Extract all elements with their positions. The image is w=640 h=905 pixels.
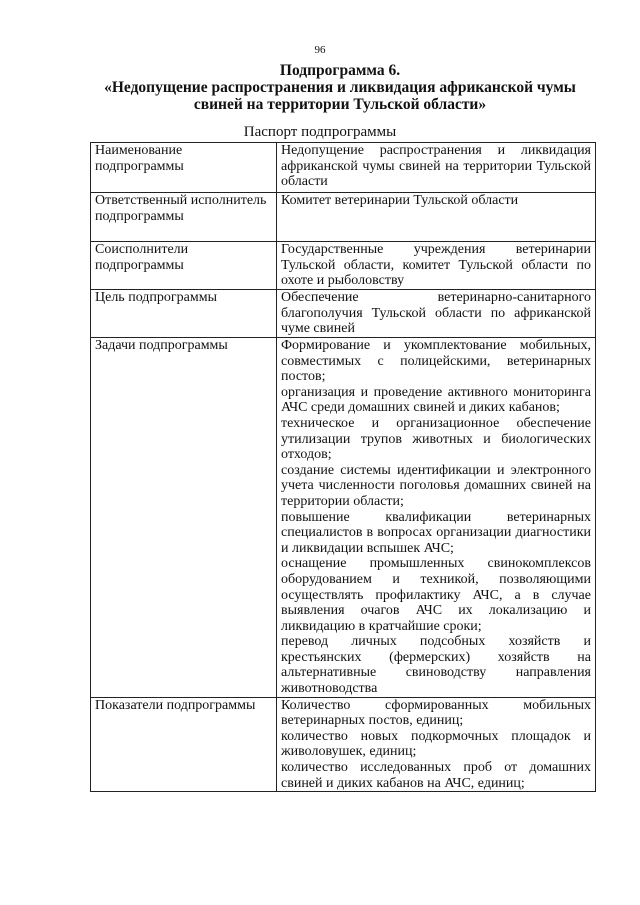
list-item: количество новых подкормочных площадок и живоловушек, единиц;	[281, 728, 591, 760]
row-label: Ответственный исполнитель подпрограммы	[91, 193, 277, 242]
list-item: Формирование и укомплектование мобильных, совместимых с полицейскими, ветеринарных постов;	[281, 338, 591, 385]
passport-caption: Паспорт подпрограммы	[243, 124, 397, 140]
list-item: создание системы идентификации и электронного учета численности поголовья домашних свиней на территории области;	[281, 462, 591, 509]
tasks-list	[277, 338, 596, 698]
row-label: Цель подпрограммы	[91, 290, 277, 338]
row-label: Соисполнители подпрограммы	[91, 242, 277, 290]
table-row	[91, 143, 596, 193]
table-row	[91, 290, 596, 338]
row-label: Задачи подпрограммы	[91, 338, 277, 698]
list-item: повышение квалификации ветеринарных специалистов в вопросах организации диагностики и ликвидации вспышек АЧС;	[281, 509, 591, 556]
heading-line-1: Подпрограмма 6.	[279, 62, 401, 79]
table-row	[91, 338, 596, 698]
list-item: количество исследованных проб от домашних свиней и диких кабанов на АЧС, единиц;	[281, 760, 591, 791]
list-item: организация и проведение активного мониторинга АЧС среди домашних свиней и диких кабанов;	[281, 384, 591, 416]
table-row	[91, 697, 596, 792]
list-item: техническое и организационное обеспечение утилизации трупов животных и биологических отходов;	[281, 415, 591, 463]
heading-line-3: свиней на территории Тульской области»	[193, 96, 487, 113]
row-value: Государственные учреждения ветеринарии Тульской области, комитет Тульской области по охоте и рыболовству	[277, 242, 596, 290]
passport-table	[90, 142, 596, 792]
page-number: 96	[314, 44, 326, 56]
row-value: Обеспечение ветеринарно-санитарного благополучия Тульской области по африканской чуме свиней	[277, 290, 596, 338]
row-label: Наименование подпрограммы	[91, 143, 277, 193]
subprogram-heading	[80, 62, 600, 113]
table-row	[91, 193, 596, 242]
list-item: Количество сформированных мобильных ветеринарных постов, единиц;	[281, 697, 591, 729]
table-row	[91, 242, 596, 290]
indicators-list	[277, 697, 596, 792]
list-item: перевод личных подсобных хозяйств и крестьянских (фермерских) хозяйств на альтернативные свиноводству направления животноводства	[281, 634, 591, 697]
row-value: Комитет ветеринарии Тульской области	[277, 193, 596, 242]
row-value: Недопущение распространения и ликвидация африканской чумы свиней на территории Тульской области	[277, 143, 596, 193]
list-item: оснащение промышленных свинокомплексов оборудованием и техникой, позволяющими осуществлять профилактику АЧС, а в случае выявления очагов АЧС их локализацию и ликвидацию в кратчайшие сроки;	[281, 556, 591, 634]
row-label: Показатели подпрограммы	[91, 697, 277, 792]
heading-line-2: «Недопущение распространения и ликвидация африканской чумы	[104, 79, 576, 96]
